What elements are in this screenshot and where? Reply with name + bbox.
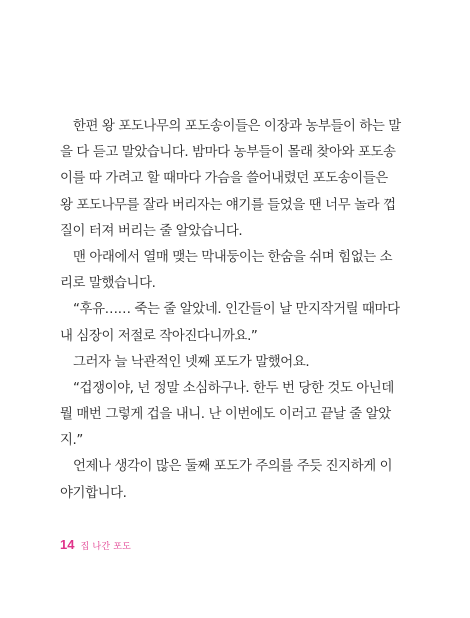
paragraph-line: 그러자 늘 낙관적인 넷째 포도가 말했어요. <box>73 354 310 370</box>
paragraph-line: 지.” <box>60 433 83 449</box>
paragraph-line: “겁쟁이야, 넌 정말 소심하구나. 한두 번 당한 것도 아닌데 <box>73 380 394 396</box>
paragraph-line: 언제나 생각이 많은 둘째 포도가 주의를 주듯 진지하게 이 <box>73 459 393 475</box>
paragraph-line: 리로 말했습니다. <box>60 276 156 292</box>
paragraph-line: 을 다 듣고 말았습니다. 밤마다 농부들이 몰래 찾아와 포도송 <box>60 145 396 161</box>
page-footer <box>60 537 131 552</box>
paragraph-line: 야기합니다. <box>60 485 127 501</box>
paragraph-line: 한편 왕 포도나무의 포도송이들은 이장과 농부들이 하는 말 <box>73 119 401 134</box>
paragraph-line: 뭘 매번 그렇게 겁을 내니. 난 이번에도 이러고 끝날 줄 알았 <box>60 407 391 423</box>
paragraph-line: 내 심장이 저절로 작아진다니까요.” <box>60 328 258 344</box>
running-title: 집 나간 포도 <box>80 542 132 552</box>
paragraph-line: 질이 터져 버리는 줄 알았습니다. <box>60 223 243 239</box>
page-number: 14 <box>60 537 75 552</box>
paragraph-line: 왕 포도나무를 잘라 버리자는 얘기를 들었을 땐 너무 놀라 껍 <box>60 197 396 213</box>
paragraph-line: “후유…… 죽는 줄 알았네. 인간들이 날 만지작거릴 때마다 <box>73 302 400 318</box>
paragraph-line: 맨 아래에서 열매 맺는 막내둥이는 한숨을 쉬며 힘없는 소 <box>73 249 393 265</box>
paragraph-line: 이를 따 가려고 할 때마다 가슴을 쓸어내렸던 포도송이들은 <box>60 171 388 187</box>
body-text <box>60 114 410 507</box>
